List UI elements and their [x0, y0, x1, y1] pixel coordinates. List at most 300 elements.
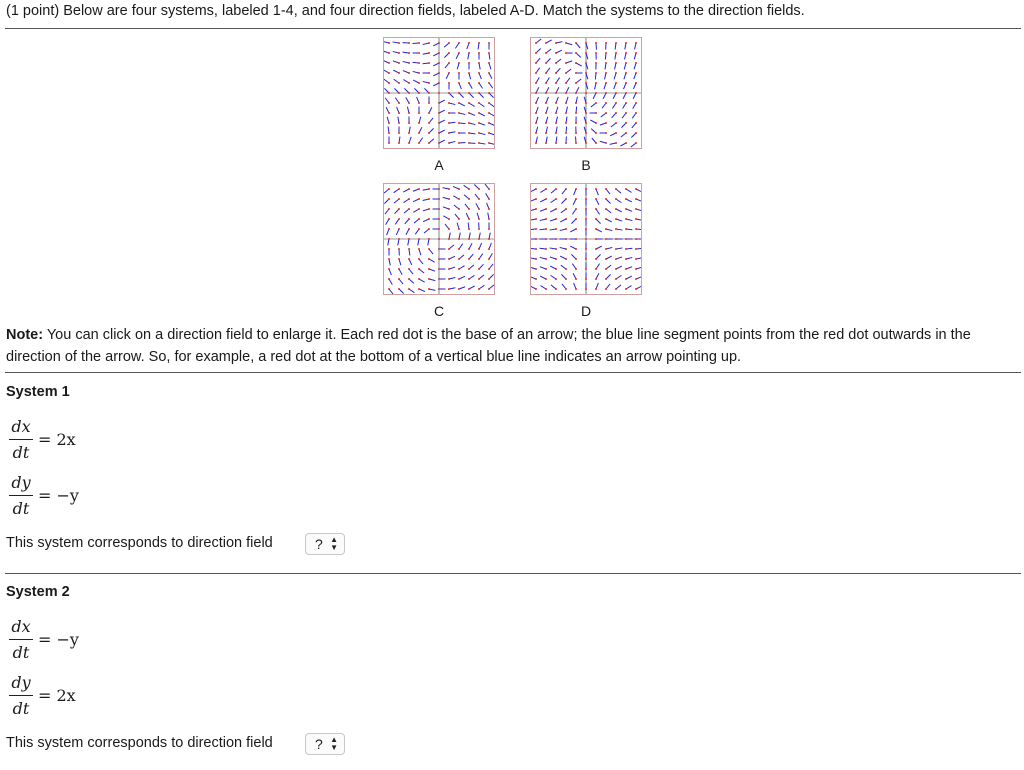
base-dot	[565, 258, 567, 260]
base-dot	[418, 228, 420, 230]
base-dot	[575, 92, 577, 94]
base-dot	[635, 258, 637, 260]
base-dot	[545, 218, 547, 220]
base-dot	[388, 132, 390, 134]
base-dot	[625, 132, 627, 134]
direction-field-c[interactable]	[383, 183, 495, 295]
base-dot	[468, 62, 470, 64]
base-dot	[388, 122, 390, 124]
base-dot	[428, 198, 430, 200]
system-1-title: System 1	[6, 384, 70, 400]
base-dot	[428, 188, 430, 190]
base-dot	[535, 238, 537, 240]
base-dot	[448, 228, 450, 230]
direction-field-a[interactable]	[383, 37, 495, 149]
base-dot	[535, 258, 537, 260]
base-dot	[565, 102, 567, 104]
base-dot	[438, 208, 440, 210]
base-dot	[555, 52, 557, 54]
base-dot	[565, 82, 567, 84]
base-dot	[575, 268, 577, 270]
base-dot	[408, 278, 410, 280]
base-dot	[468, 218, 470, 220]
base-dot	[398, 132, 400, 134]
base-dot	[615, 278, 617, 280]
base-dot	[438, 268, 440, 270]
base-dot	[635, 122, 637, 124]
base-dot	[448, 288, 450, 290]
base-dot	[398, 92, 400, 94]
base-dot	[605, 248, 607, 250]
base-dot	[438, 248, 440, 250]
base-dot	[428, 238, 430, 240]
base-dot	[468, 112, 470, 114]
fraction-denominator: dt	[12, 443, 30, 462]
base-dot	[478, 258, 480, 260]
base-dot	[428, 132, 430, 134]
base-dot	[585, 82, 587, 84]
base-dot	[535, 248, 537, 250]
base-dot	[625, 62, 627, 64]
base-dot	[448, 62, 450, 64]
base-dot	[605, 52, 607, 54]
base-dot	[408, 198, 410, 200]
base-dot	[418, 82, 420, 84]
base-dot	[535, 208, 537, 210]
base-dot	[605, 112, 607, 114]
base-dot	[555, 62, 557, 64]
base-dot	[605, 268, 607, 270]
base-dot	[458, 198, 460, 200]
system-1-prompt: This system corresponds to direction field	[6, 535, 273, 551]
base-dot	[398, 198, 400, 200]
base-dot	[605, 132, 607, 134]
base-dot	[398, 248, 400, 250]
base-dot	[488, 188, 490, 190]
fraction-numerator: dy	[11, 473, 31, 492]
base-dot	[565, 268, 567, 270]
base-dot	[545, 142, 547, 144]
base-dot	[448, 72, 450, 74]
base-dot	[448, 132, 450, 134]
base-dot	[595, 218, 597, 220]
base-dot	[398, 288, 400, 290]
divider	[5, 372, 1021, 373]
base-dot	[438, 112, 440, 114]
base-dot	[615, 82, 617, 84]
base-dot	[535, 102, 537, 104]
base-dot	[535, 218, 537, 220]
base-dot	[565, 92, 567, 94]
divider	[5, 28, 1021, 29]
base-dot	[585, 112, 587, 114]
base-dot	[605, 208, 607, 210]
base-dot	[635, 112, 637, 114]
base-dot	[535, 188, 537, 190]
base-dot	[428, 288, 430, 290]
base-dot	[605, 142, 607, 144]
base-dot	[565, 122, 567, 124]
base-dot	[408, 62, 410, 64]
direction-field-a-plot	[384, 38, 494, 148]
base-dot	[605, 198, 607, 200]
base-dot	[535, 112, 537, 114]
base-dot	[468, 248, 470, 250]
base-dot	[388, 142, 390, 144]
direction-field-b[interactable]	[530, 37, 642, 149]
base-dot	[535, 198, 537, 200]
base-dot	[585, 92, 587, 94]
base-dot	[625, 228, 627, 230]
base-dot	[408, 288, 410, 290]
base-dot	[468, 258, 470, 260]
base-dot	[585, 258, 587, 260]
base-dot	[625, 198, 627, 200]
base-dot	[438, 102, 440, 104]
field-label-b: B	[581, 157, 591, 173]
base-dot	[605, 62, 607, 64]
field-label-d: D	[580, 303, 592, 319]
base-dot	[575, 208, 577, 210]
base-dot	[555, 132, 557, 134]
base-dot	[478, 112, 480, 114]
base-dot	[458, 238, 460, 240]
base-dot	[458, 72, 460, 74]
base-dot	[418, 288, 420, 290]
base-dot	[428, 258, 430, 260]
base-dot	[388, 288, 390, 290]
base-dot	[458, 42, 460, 44]
base-dot	[585, 132, 587, 134]
base-dot	[468, 228, 470, 230]
base-dot	[438, 228, 440, 230]
base-dot	[605, 288, 607, 290]
base-dot	[625, 268, 627, 270]
base-dot	[605, 228, 607, 230]
base-dot	[388, 62, 390, 64]
system-2-eq2-derivative	[9, 673, 33, 719]
base-dot	[575, 288, 577, 290]
base-dot	[575, 188, 577, 190]
base-dot	[605, 82, 607, 84]
system-1-answer-select[interactable]	[305, 533, 345, 555]
base-dot	[388, 82, 390, 84]
base-dot	[388, 258, 390, 260]
base-dot	[615, 132, 617, 134]
direction-field-c-plot	[384, 184, 494, 294]
base-dot	[398, 112, 400, 114]
fraction-numerator: dx	[11, 417, 31, 436]
base-dot	[565, 52, 567, 54]
base-dot	[615, 268, 617, 270]
base-dot	[488, 112, 490, 114]
base-dot	[545, 288, 547, 290]
base-dot	[428, 112, 430, 114]
base-dot	[605, 92, 607, 94]
base-dot	[625, 92, 627, 94]
base-dot	[468, 288, 470, 290]
base-dot	[418, 102, 420, 104]
base-dot	[635, 278, 637, 280]
base-dot	[448, 92, 450, 94]
base-dot	[635, 208, 637, 210]
base-dot	[408, 188, 410, 190]
base-dot	[458, 92, 460, 94]
base-dot	[458, 112, 460, 114]
base-dot	[438, 42, 440, 44]
base-dot	[575, 198, 577, 200]
base-dot	[635, 82, 637, 84]
base-dot	[635, 228, 637, 230]
base-dot	[555, 288, 557, 290]
system-2-title: System 2	[6, 584, 70, 600]
base-dot	[555, 142, 557, 144]
base-dot	[605, 102, 607, 104]
base-dot	[458, 82, 460, 84]
base-dot	[448, 258, 450, 260]
base-dot	[478, 142, 480, 144]
base-dot	[438, 82, 440, 84]
base-dot	[535, 142, 537, 144]
base-dot	[595, 278, 597, 280]
base-dot	[575, 102, 577, 104]
fraction-denominator: dt	[12, 643, 30, 662]
base-dot	[448, 238, 450, 240]
base-dot	[555, 102, 557, 104]
base-dot	[418, 72, 420, 74]
base-dot	[565, 218, 567, 220]
base-dot	[545, 198, 547, 200]
base-dot	[438, 258, 440, 260]
base-dot	[488, 92, 490, 94]
base-dot	[535, 268, 537, 270]
base-dot	[625, 122, 627, 124]
base-dot	[468, 198, 470, 200]
base-dot	[388, 268, 390, 270]
fraction-numerator: dx	[11, 617, 31, 636]
base-dot	[448, 248, 450, 250]
base-dot	[408, 218, 410, 220]
selected-value: ?	[315, 736, 323, 752]
base-dot	[438, 218, 440, 220]
base-dot	[615, 142, 617, 144]
base-dot	[545, 72, 547, 74]
base-dot	[595, 52, 597, 54]
base-dot	[428, 72, 430, 74]
base-dot	[615, 198, 617, 200]
base-dot	[535, 278, 537, 280]
base-dot	[418, 238, 420, 240]
base-dot	[398, 258, 400, 260]
base-dot	[448, 218, 450, 220]
base-dot	[635, 218, 637, 220]
base-dot	[545, 258, 547, 260]
base-dot	[428, 268, 430, 270]
base-dot	[448, 268, 450, 270]
base-dot	[438, 92, 440, 94]
base-dot	[625, 258, 627, 260]
base-dot	[388, 42, 390, 44]
base-dot	[565, 188, 567, 190]
base-dot	[625, 278, 627, 280]
base-dot	[488, 132, 490, 134]
base-dot	[488, 288, 490, 290]
base-dot	[478, 52, 480, 54]
base-dot	[458, 52, 460, 54]
base-dot	[388, 278, 390, 280]
base-dot	[468, 268, 470, 270]
base-dot	[418, 198, 420, 200]
base-dot	[448, 278, 450, 280]
base-dot	[575, 278, 577, 280]
base-dot	[615, 288, 617, 290]
updown-chevron-icon: ▲ ▼	[330, 735, 338, 752]
system-2-prompt: This system corresponds to direction field	[6, 735, 273, 751]
base-dot	[635, 238, 637, 240]
base-dot	[478, 288, 480, 290]
base-dot	[555, 228, 557, 230]
base-dot	[478, 72, 480, 74]
base-dot	[428, 208, 430, 210]
base-dot	[458, 258, 460, 260]
base-dot	[595, 82, 597, 84]
fraction-denominator: dt	[12, 699, 30, 718]
base-dot	[635, 198, 637, 200]
base-dot	[555, 188, 557, 190]
base-dot	[488, 208, 490, 210]
base-dot	[535, 42, 537, 44]
base-dot	[535, 92, 537, 94]
base-dot	[635, 52, 637, 54]
base-dot	[488, 228, 490, 230]
base-dot	[478, 238, 480, 240]
base-dot	[408, 228, 410, 230]
base-dot	[535, 288, 537, 290]
base-dot	[418, 42, 420, 44]
base-dot	[438, 52, 440, 54]
base-dot	[438, 142, 440, 144]
base-dot	[575, 228, 577, 230]
base-dot	[595, 112, 597, 114]
base-dot	[635, 248, 637, 250]
base-dot	[615, 248, 617, 250]
base-dot	[438, 122, 440, 124]
base-dot	[605, 278, 607, 280]
base-dot	[595, 248, 597, 250]
base-dot	[575, 82, 577, 84]
base-dot	[555, 122, 557, 124]
base-dot	[545, 102, 547, 104]
base-dot	[605, 188, 607, 190]
base-dot	[585, 238, 587, 240]
base-dot	[565, 42, 567, 44]
system-2-eq1-rhs: = −y	[38, 630, 79, 649]
base-dot	[535, 62, 537, 64]
base-dot	[565, 208, 567, 210]
direction-field-d[interactable]	[530, 183, 642, 295]
system-2-answer-select[interactable]	[305, 733, 345, 755]
base-dot	[468, 238, 470, 240]
base-dot	[615, 122, 617, 124]
base-dot	[398, 278, 400, 280]
base-dot	[458, 218, 460, 220]
base-dot	[575, 42, 577, 44]
base-dot	[438, 62, 440, 64]
base-dot	[615, 102, 617, 104]
base-dot	[575, 132, 577, 134]
system-1-eq2-rhs: = −y	[38, 486, 79, 505]
base-dot	[388, 72, 390, 74]
base-dot	[488, 72, 490, 74]
base-dot	[635, 102, 637, 104]
base-dot	[595, 258, 597, 260]
base-dot	[428, 82, 430, 84]
base-dot	[585, 188, 587, 190]
base-dot	[448, 42, 450, 44]
base-dot	[388, 198, 390, 200]
base-dot	[388, 228, 390, 230]
base-dot	[458, 248, 460, 250]
base-dot	[398, 228, 400, 230]
base-dot	[408, 122, 410, 124]
base-dot	[458, 288, 460, 290]
base-dot	[575, 122, 577, 124]
base-dot	[488, 268, 490, 270]
base-dot	[565, 142, 567, 144]
base-dot	[428, 52, 430, 54]
note-label: Note:	[6, 327, 44, 343]
base-dot	[488, 142, 490, 144]
base-dot	[418, 248, 420, 250]
base-dot	[468, 82, 470, 84]
base-dot	[468, 188, 470, 190]
base-dot	[388, 52, 390, 54]
base-dot	[565, 72, 567, 74]
base-dot	[468, 72, 470, 74]
base-dot	[408, 112, 410, 114]
base-dot	[585, 72, 587, 74]
base-dot	[398, 268, 400, 270]
base-dot	[458, 62, 460, 64]
base-dot	[575, 52, 577, 54]
base-dot	[585, 142, 587, 144]
base-dot	[388, 112, 390, 114]
base-dot	[595, 208, 597, 210]
base-dot	[605, 72, 607, 74]
base-dot	[478, 102, 480, 104]
base-dot	[635, 268, 637, 270]
base-dot	[545, 238, 547, 240]
base-dot	[635, 62, 637, 64]
base-dot	[555, 82, 557, 84]
base-dot	[488, 82, 490, 84]
base-dot	[545, 248, 547, 250]
base-dot	[488, 122, 490, 124]
base-dot	[615, 92, 617, 94]
base-dot	[575, 218, 577, 220]
base-dot	[418, 258, 420, 260]
base-dot	[635, 92, 637, 94]
base-dot	[625, 248, 627, 250]
base-dot	[585, 278, 587, 280]
base-dot	[625, 72, 627, 74]
base-dot	[458, 142, 460, 144]
base-dot	[565, 198, 567, 200]
base-dot	[458, 268, 460, 270]
base-dot	[478, 248, 480, 250]
base-dot	[575, 142, 577, 144]
base-dot	[545, 112, 547, 114]
